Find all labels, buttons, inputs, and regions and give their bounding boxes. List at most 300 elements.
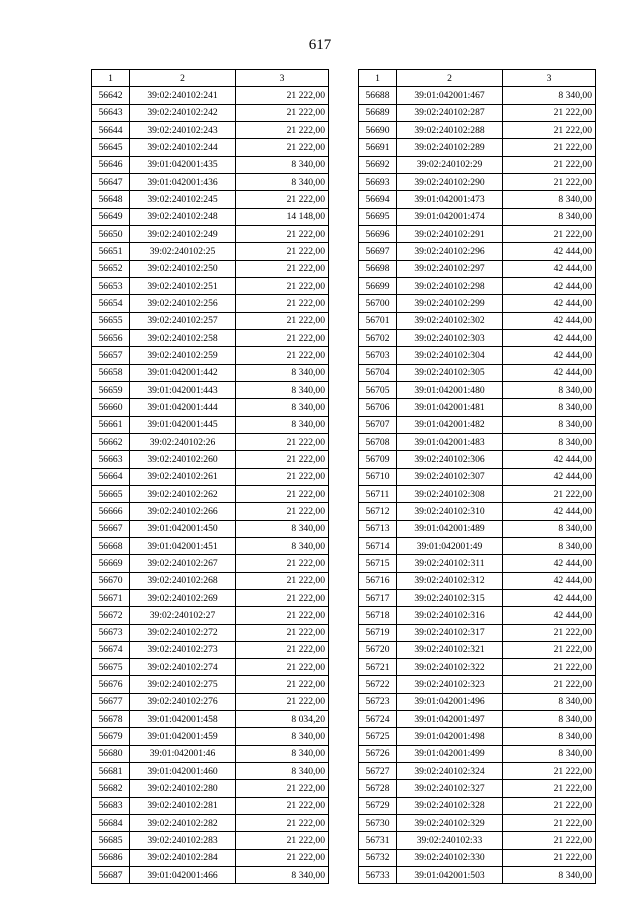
cadastral-number: 39:01:042001:497 xyxy=(397,711,503,728)
table-row xyxy=(359,87,596,104)
table-row xyxy=(92,659,329,676)
value: 21 222,00 xyxy=(236,433,329,450)
table-row xyxy=(92,399,329,416)
table-row xyxy=(92,243,329,260)
value: 8 340,00 xyxy=(236,156,329,173)
value: 21 222,00 xyxy=(236,295,329,312)
row-number: 56652 xyxy=(92,260,130,277)
row-number: 56706 xyxy=(359,399,397,416)
value: 21 222,00 xyxy=(236,572,329,589)
table-row xyxy=(359,225,596,242)
value: 21 222,00 xyxy=(236,87,329,104)
cadastral-number: 39:02:240102:311 xyxy=(397,555,503,572)
row-number: 56710 xyxy=(359,468,397,485)
value: 8 340,00 xyxy=(503,520,596,537)
cadastral-number: 39:02:240102:330 xyxy=(397,849,503,866)
row-number: 56731 xyxy=(359,832,397,849)
row-number: 56727 xyxy=(359,763,397,780)
table-row xyxy=(92,208,329,225)
cadastral-number: 39:02:240102:297 xyxy=(397,260,503,277)
cadastral-number: 39:02:240102:322 xyxy=(397,659,503,676)
row-number: 56721 xyxy=(359,659,397,676)
row-number: 56732 xyxy=(359,849,397,866)
value: 42 444,00 xyxy=(503,555,596,572)
cadastral-number: 39:02:240102:274 xyxy=(130,659,236,676)
table-row xyxy=(92,451,329,468)
table-row xyxy=(92,468,329,485)
cadastral-number: 39:02:240102:267 xyxy=(130,555,236,572)
table-row xyxy=(359,295,596,312)
value: 8 340,00 xyxy=(236,867,329,884)
value: 8 340,00 xyxy=(236,537,329,554)
cadastral-number: 39:01:042001:436 xyxy=(130,173,236,190)
cadastral-number: 39:02:240102:291 xyxy=(397,225,503,242)
table-row xyxy=(92,555,329,572)
table-row xyxy=(359,329,596,346)
table-row xyxy=(92,225,329,242)
value: 8 340,00 xyxy=(503,867,596,884)
row-number: 56679 xyxy=(92,728,130,745)
cadastral-number: 39:02:240102:284 xyxy=(130,849,236,866)
cadastral-number: 39:02:240102:250 xyxy=(130,260,236,277)
cadastral-number: 39:02:240102:248 xyxy=(130,208,236,225)
cadastral-number: 39:01:042001:49 xyxy=(397,537,503,554)
cadastral-number: 39:02:240102:324 xyxy=(397,763,503,780)
value: 21 222,00 xyxy=(236,832,329,849)
cadastral-number: 39:02:240102:257 xyxy=(130,312,236,329)
cadastral-number: 39:02:240102:307 xyxy=(397,468,503,485)
value: 21 222,00 xyxy=(236,503,329,520)
row-number: 56709 xyxy=(359,451,397,468)
value: 21 222,00 xyxy=(236,780,329,797)
cadastral-number: 39:02:240102:306 xyxy=(397,451,503,468)
table-row xyxy=(359,832,596,849)
header-col-1: 1 xyxy=(359,70,397,87)
cadastral-number: 39:02:240102:27 xyxy=(130,607,236,624)
row-number: 56668 xyxy=(92,537,130,554)
row-number: 56681 xyxy=(92,763,130,780)
row-number: 56733 xyxy=(359,867,397,884)
header-col-1: 1 xyxy=(92,70,130,87)
value: 8 034,20 xyxy=(236,711,329,728)
table-row xyxy=(359,381,596,398)
row-number: 56671 xyxy=(92,589,130,606)
value: 21 222,00 xyxy=(236,485,329,502)
table-row xyxy=(359,347,596,364)
row-number: 56719 xyxy=(359,624,397,641)
table-row xyxy=(92,485,329,502)
row-number: 56656 xyxy=(92,329,130,346)
table-row xyxy=(92,780,329,797)
value: 8 340,00 xyxy=(503,433,596,450)
cadastral-number: 39:02:240102:256 xyxy=(130,295,236,312)
cadastral-number: 39:02:240102:243 xyxy=(130,121,236,138)
table-row xyxy=(92,711,329,728)
row-number: 56674 xyxy=(92,641,130,658)
table-row xyxy=(92,87,329,104)
row-number: 56667 xyxy=(92,520,130,537)
cadastral-number: 39:01:042001:499 xyxy=(397,745,503,762)
table-row xyxy=(359,745,596,762)
table-row xyxy=(359,867,596,884)
row-number: 56723 xyxy=(359,693,397,710)
row-number: 56655 xyxy=(92,312,130,329)
row-number: 56699 xyxy=(359,277,397,294)
row-number: 56693 xyxy=(359,173,397,190)
table-row xyxy=(92,347,329,364)
value: 21 222,00 xyxy=(236,225,329,242)
value: 8 340,00 xyxy=(236,381,329,398)
row-number: 56692 xyxy=(359,156,397,173)
row-number: 56705 xyxy=(359,381,397,398)
cadastral-number: 39:01:042001:481 xyxy=(397,399,503,416)
value: 21 222,00 xyxy=(236,139,329,156)
table-row xyxy=(359,312,596,329)
value: 8 340,00 xyxy=(503,711,596,728)
cadastral-number: 39:02:240102:328 xyxy=(397,797,503,814)
row-number: 56665 xyxy=(92,485,130,502)
table-row xyxy=(359,260,596,277)
row-number: 56714 xyxy=(359,537,397,554)
cadastral-number: 39:01:042001:450 xyxy=(130,520,236,537)
value: 21 222,00 xyxy=(236,347,329,364)
cadastral-number: 39:02:240102:316 xyxy=(397,607,503,624)
value: 21 222,00 xyxy=(236,312,329,329)
table-row xyxy=(92,763,329,780)
value: 21 222,00 xyxy=(236,191,329,208)
table-row xyxy=(359,849,596,866)
value: 8 340,00 xyxy=(236,745,329,762)
cadastral-number: 39:02:240102:29 xyxy=(397,156,503,173)
table-row xyxy=(92,381,329,398)
value: 21 222,00 xyxy=(503,139,596,156)
cadastral-number: 39:02:240102:260 xyxy=(130,451,236,468)
value: 21 222,00 xyxy=(503,225,596,242)
value: 21 222,00 xyxy=(236,104,329,121)
cadastral-number: 39:02:240102:273 xyxy=(130,641,236,658)
value: 42 444,00 xyxy=(503,347,596,364)
table-row xyxy=(359,555,596,572)
table-row xyxy=(92,104,329,121)
value: 8 340,00 xyxy=(503,693,596,710)
row-number: 56703 xyxy=(359,347,397,364)
value: 8 340,00 xyxy=(503,381,596,398)
cadastral-number: 39:02:240102:25 xyxy=(130,243,236,260)
cadastral-number: 39:01:042001:482 xyxy=(397,416,503,433)
row-number: 56654 xyxy=(92,295,130,312)
value: 21 222,00 xyxy=(236,468,329,485)
row-number: 56672 xyxy=(92,607,130,624)
cadastral-number: 39:02:240102:258 xyxy=(130,329,236,346)
left-table-body xyxy=(92,87,329,884)
table-row xyxy=(359,156,596,173)
row-number: 56646 xyxy=(92,156,130,173)
cadastral-number: 39:02:240102:296 xyxy=(397,243,503,260)
cadastral-number: 39:02:240102:275 xyxy=(130,676,236,693)
value: 21 222,00 xyxy=(236,659,329,676)
cadastral-number: 39:02:240102:261 xyxy=(130,468,236,485)
table-row xyxy=(92,416,329,433)
row-number: 56659 xyxy=(92,381,130,398)
value: 42 444,00 xyxy=(503,260,596,277)
table-row xyxy=(92,260,329,277)
table-row xyxy=(359,815,596,832)
table-row xyxy=(359,624,596,641)
value: 8 340,00 xyxy=(503,728,596,745)
cadastral-number: 39:02:240102:310 xyxy=(397,503,503,520)
cadastral-number: 39:02:240102:299 xyxy=(397,295,503,312)
table-row xyxy=(359,693,596,710)
value: 21 222,00 xyxy=(503,641,596,658)
row-number: 56670 xyxy=(92,572,130,589)
table-row xyxy=(359,659,596,676)
value: 8 340,00 xyxy=(503,745,596,762)
cadastral-number: 39:01:042001:483 xyxy=(397,433,503,450)
value: 42 444,00 xyxy=(503,243,596,260)
table-row xyxy=(359,451,596,468)
cadastral-number: 39:02:240102:276 xyxy=(130,693,236,710)
row-number: 56728 xyxy=(359,780,397,797)
table-row xyxy=(92,832,329,849)
header-row xyxy=(359,70,596,87)
row-number: 56643 xyxy=(92,104,130,121)
row-number: 56689 xyxy=(359,104,397,121)
row-number: 56690 xyxy=(359,121,397,138)
left-table xyxy=(91,69,329,884)
table-row xyxy=(359,364,596,381)
row-number: 56697 xyxy=(359,243,397,260)
table-row xyxy=(92,745,329,762)
cadastral-number: 39:01:042001:467 xyxy=(397,87,503,104)
row-number: 56678 xyxy=(92,711,130,728)
value: 21 222,00 xyxy=(236,329,329,346)
table-row xyxy=(92,277,329,294)
table-row xyxy=(92,173,329,190)
row-number: 56717 xyxy=(359,589,397,606)
table-row xyxy=(359,104,596,121)
row-number: 56722 xyxy=(359,676,397,693)
table-row xyxy=(359,277,596,294)
cadastral-number: 39:02:240102:245 xyxy=(130,191,236,208)
cadastral-number: 39:02:240102:249 xyxy=(130,225,236,242)
header-col-2: 2 xyxy=(130,70,236,87)
value: 21 222,00 xyxy=(503,121,596,138)
row-number: 56680 xyxy=(92,745,130,762)
row-number: 56724 xyxy=(359,711,397,728)
table-row xyxy=(92,156,329,173)
row-number: 56660 xyxy=(92,399,130,416)
row-number: 56685 xyxy=(92,832,130,849)
value: 21 222,00 xyxy=(236,624,329,641)
cadastral-number: 39:02:240102:287 xyxy=(397,104,503,121)
value: 21 222,00 xyxy=(236,451,329,468)
value: 21 222,00 xyxy=(236,555,329,572)
value: 21 222,00 xyxy=(236,243,329,260)
row-number: 56708 xyxy=(359,433,397,450)
row-number: 56698 xyxy=(359,260,397,277)
table-row xyxy=(359,537,596,554)
table-row xyxy=(359,399,596,416)
value: 8 340,00 xyxy=(236,173,329,190)
row-number: 56729 xyxy=(359,797,397,814)
cadastral-number: 39:01:042001:496 xyxy=(397,693,503,710)
cadastral-number: 39:02:240102:281 xyxy=(130,797,236,814)
value: 8 340,00 xyxy=(503,208,596,225)
cadastral-number: 39:01:042001:443 xyxy=(130,381,236,398)
page-number: 617 xyxy=(308,37,332,53)
row-number: 56650 xyxy=(92,225,130,242)
cadastral-number: 39:02:240102:282 xyxy=(130,815,236,832)
row-number: 56711 xyxy=(359,485,397,502)
value: 21 222,00 xyxy=(236,641,329,658)
value: 21 222,00 xyxy=(236,121,329,138)
cadastral-number: 39:02:240102:262 xyxy=(130,485,236,502)
table-row xyxy=(92,121,329,138)
row-number: 56648 xyxy=(92,191,130,208)
row-number: 56684 xyxy=(92,815,130,832)
table-row xyxy=(92,503,329,520)
row-number: 56653 xyxy=(92,277,130,294)
row-number: 56647 xyxy=(92,173,130,190)
value: 42 444,00 xyxy=(503,277,596,294)
cadastral-number: 39:02:240102:33 xyxy=(397,832,503,849)
row-number: 56649 xyxy=(92,208,130,225)
value: 8 340,00 xyxy=(236,364,329,381)
table-row xyxy=(359,468,596,485)
row-number: 56675 xyxy=(92,659,130,676)
row-number: 56702 xyxy=(359,329,397,346)
right-table xyxy=(358,69,596,884)
table-row xyxy=(92,520,329,537)
cadastral-number: 39:01:042001:451 xyxy=(130,537,236,554)
table-row xyxy=(359,191,596,208)
row-number: 56651 xyxy=(92,243,130,260)
value: 21 222,00 xyxy=(503,815,596,832)
value: 21 222,00 xyxy=(503,676,596,693)
cadastral-number: 39:01:042001:480 xyxy=(397,381,503,398)
table-row xyxy=(359,208,596,225)
row-number: 56662 xyxy=(92,433,130,450)
value: 42 444,00 xyxy=(503,607,596,624)
row-number: 56691 xyxy=(359,139,397,156)
cadastral-number: 39:01:042001:445 xyxy=(130,416,236,433)
value: 8 340,00 xyxy=(236,763,329,780)
cadastral-number: 39:01:042001:498 xyxy=(397,728,503,745)
row-number: 56664 xyxy=(92,468,130,485)
cadastral-number: 39:01:042001:459 xyxy=(130,728,236,745)
cadastral-number: 39:02:240102:268 xyxy=(130,572,236,589)
right-table-body xyxy=(359,87,596,884)
value: 21 222,00 xyxy=(503,780,596,797)
cadastral-number: 39:01:042001:503 xyxy=(397,867,503,884)
cadastral-number: 39:01:042001:46 xyxy=(130,745,236,762)
table-row xyxy=(92,537,329,554)
cadastral-number: 39:02:240102:315 xyxy=(397,589,503,606)
table-row xyxy=(92,867,329,884)
cadastral-number: 39:01:042001:474 xyxy=(397,208,503,225)
row-number: 56661 xyxy=(92,416,130,433)
value: 21 222,00 xyxy=(236,589,329,606)
cadastral-number: 39:01:042001:444 xyxy=(130,399,236,416)
row-number: 56715 xyxy=(359,555,397,572)
table-row xyxy=(359,503,596,520)
table-row xyxy=(92,433,329,450)
cadastral-number: 39:02:240102:280 xyxy=(130,780,236,797)
table-row xyxy=(359,173,596,190)
value: 21 222,00 xyxy=(236,693,329,710)
cadastral-number: 39:01:042001:473 xyxy=(397,191,503,208)
value: 21 222,00 xyxy=(236,797,329,814)
row-number: 56688 xyxy=(359,87,397,104)
table-row xyxy=(359,416,596,433)
row-number: 56704 xyxy=(359,364,397,381)
value: 21 222,00 xyxy=(236,676,329,693)
row-number: 56676 xyxy=(92,676,130,693)
row-number: 56713 xyxy=(359,520,397,537)
row-number: 56666 xyxy=(92,503,130,520)
table-row xyxy=(359,711,596,728)
table-row xyxy=(92,676,329,693)
row-number: 56712 xyxy=(359,503,397,520)
cadastral-number: 39:01:042001:489 xyxy=(397,520,503,537)
value: 21 222,00 xyxy=(503,797,596,814)
table-row xyxy=(359,243,596,260)
row-number: 56725 xyxy=(359,728,397,745)
cadastral-number: 39:02:240102:269 xyxy=(130,589,236,606)
value: 21 222,00 xyxy=(503,624,596,641)
cadastral-number: 39:02:240102:272 xyxy=(130,624,236,641)
cadastral-number: 39:02:240102:290 xyxy=(397,173,503,190)
table-row xyxy=(92,295,329,312)
table-row xyxy=(92,607,329,624)
cadastral-number: 39:02:240102:323 xyxy=(397,676,503,693)
table-row xyxy=(92,589,329,606)
row-number: 56686 xyxy=(92,849,130,866)
cadastral-number: 39:02:240102:26 xyxy=(130,433,236,450)
table-row xyxy=(92,329,329,346)
table-row xyxy=(359,780,596,797)
cadastral-number: 39:02:240102:308 xyxy=(397,485,503,502)
table-row xyxy=(359,520,596,537)
cadastral-number: 39:01:042001:458 xyxy=(130,711,236,728)
value: 21 222,00 xyxy=(236,849,329,866)
cadastral-number: 39:02:240102:266 xyxy=(130,503,236,520)
value: 8 340,00 xyxy=(236,399,329,416)
table-row xyxy=(359,572,596,589)
value: 21 222,00 xyxy=(503,104,596,121)
table-row xyxy=(359,607,596,624)
row-number: 56687 xyxy=(92,867,130,884)
value: 21 222,00 xyxy=(503,849,596,866)
cadastral-number: 39:02:240102:303 xyxy=(397,329,503,346)
value: 21 222,00 xyxy=(503,156,596,173)
row-number: 56645 xyxy=(92,139,130,156)
value: 21 222,00 xyxy=(503,832,596,849)
value: 42 444,00 xyxy=(503,589,596,606)
cadastral-number: 39:02:240102:321 xyxy=(397,641,503,658)
row-number: 56695 xyxy=(359,208,397,225)
row-number: 56726 xyxy=(359,745,397,762)
value: 8 340,00 xyxy=(503,416,596,433)
cadastral-number: 39:02:240102:241 xyxy=(130,87,236,104)
row-number: 56644 xyxy=(92,121,130,138)
table-row xyxy=(359,763,596,780)
value: 21 222,00 xyxy=(503,173,596,190)
table-row xyxy=(92,624,329,641)
cadastral-number: 39:02:240102:298 xyxy=(397,277,503,294)
value: 21 222,00 xyxy=(503,485,596,502)
row-number: 56657 xyxy=(92,347,130,364)
